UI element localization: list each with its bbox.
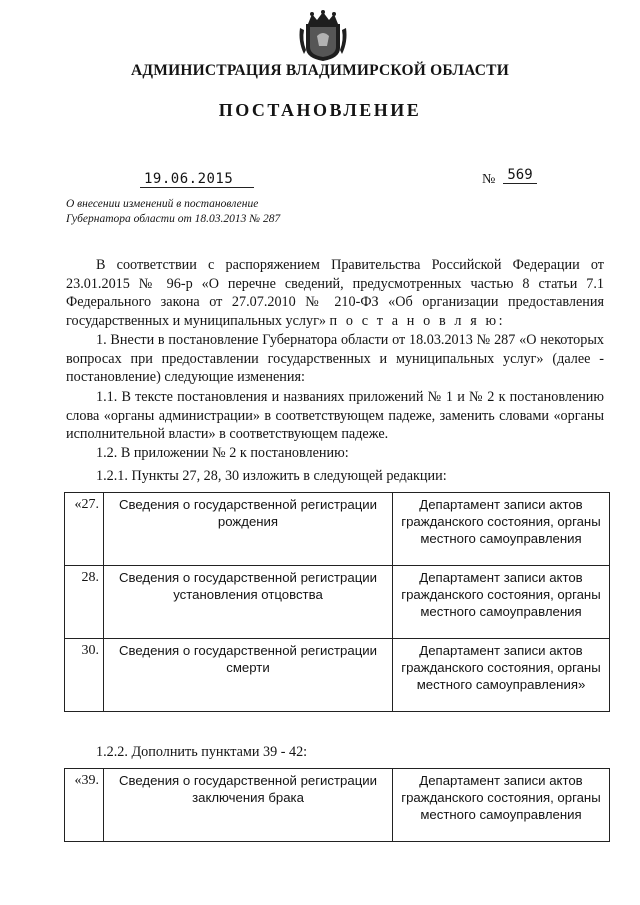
subject-line-2: Губернатора области от 18.03.2013 № 287 (66, 213, 281, 225)
paragraph-1: 1. Внести в постановление Губернатора области от 18.03.2013 № 287 «О некоторых вопросах при предоставлении государственных и муниципальных услуг» (далее - постановление) следующие изменения: (66, 332, 604, 385)
row-name: Сведения о государственной регистрации смерти (104, 639, 393, 712)
paragraph-1-2-2: 1.2.2. Дополнить пунктами 39 - 42: (96, 744, 308, 760)
document-number: 569 (503, 167, 537, 184)
row-name: Сведения о государственной регистрации рождения (104, 493, 393, 566)
coat-of-arms-icon (296, 10, 350, 62)
document-date: 19.06.2015 (140, 171, 254, 188)
document-type: ПОСТАНОВЛЕНИЕ (218, 100, 422, 120)
organization-name: АДМИНИСТРАЦИЯ ВЛАДИМИРСКОЙ ОБЛАСТИ (131, 62, 509, 79)
paragraph-1-1: 1.1. В тексте постановления и названиях приложений № 1 и № 2 к постановлению слова «органы администрации» в соответствующем падеже, заменить словами «органы исполнительной власти» в соответствующем падеже. (66, 389, 604, 442)
table-row (65, 769, 610, 842)
intro-text: В соответствии с распоряжением Правительства Российской Федерации от 23.01.2015 № 96-р «О перечне сведений, предусмотренных частью 8 статьи 7.1 Федерального закона от 27.07.2010 № 210-ФЗ «Об организации предоставления государственных и муниципальных услуг» (66, 257, 604, 329)
row-name: Сведения о государственной регистрации установления отцовства (104, 566, 393, 639)
row-organization: Департамент записи актов гражданского состояния, органы местного самоуправления (393, 493, 610, 566)
table-row (65, 493, 610, 566)
row-number: 28. (65, 566, 104, 639)
intro-paragraph (66, 256, 604, 330)
subject-line-1: О внесении изменений в постановление (66, 198, 259, 210)
row-organization: Департамент записи актов гражданского состояния, органы местного самоуправления (393, 566, 610, 639)
paragraph-1-2-1: 1.2.1. Пункты 27, 28, 30 изложить в следующей редакции: (96, 468, 447, 484)
row-organization: Департамент записи актов гражданского состояния, органы местного самоуправления» (393, 639, 610, 712)
paragraph-1-2: 1.2. В приложении № 2 к постановлению: (96, 445, 349, 461)
row-name: Сведения о государственной регистрации заключения брака (104, 769, 393, 842)
table-row (65, 566, 610, 639)
number-label: № (482, 172, 496, 187)
document-subject (66, 197, 280, 227)
items-table-2 (64, 768, 610, 842)
row-number: «27. (65, 493, 104, 566)
row-number: 30. (65, 639, 104, 712)
row-number: «39. (65, 769, 104, 842)
items-table-1 (64, 492, 610, 712)
table-row (65, 639, 610, 712)
resolve-text: п о с т а н о в л я ю: (329, 312, 506, 329)
row-organization: Департамент записи актов гражданского состояния, органы местного самоуправления (393, 769, 610, 842)
